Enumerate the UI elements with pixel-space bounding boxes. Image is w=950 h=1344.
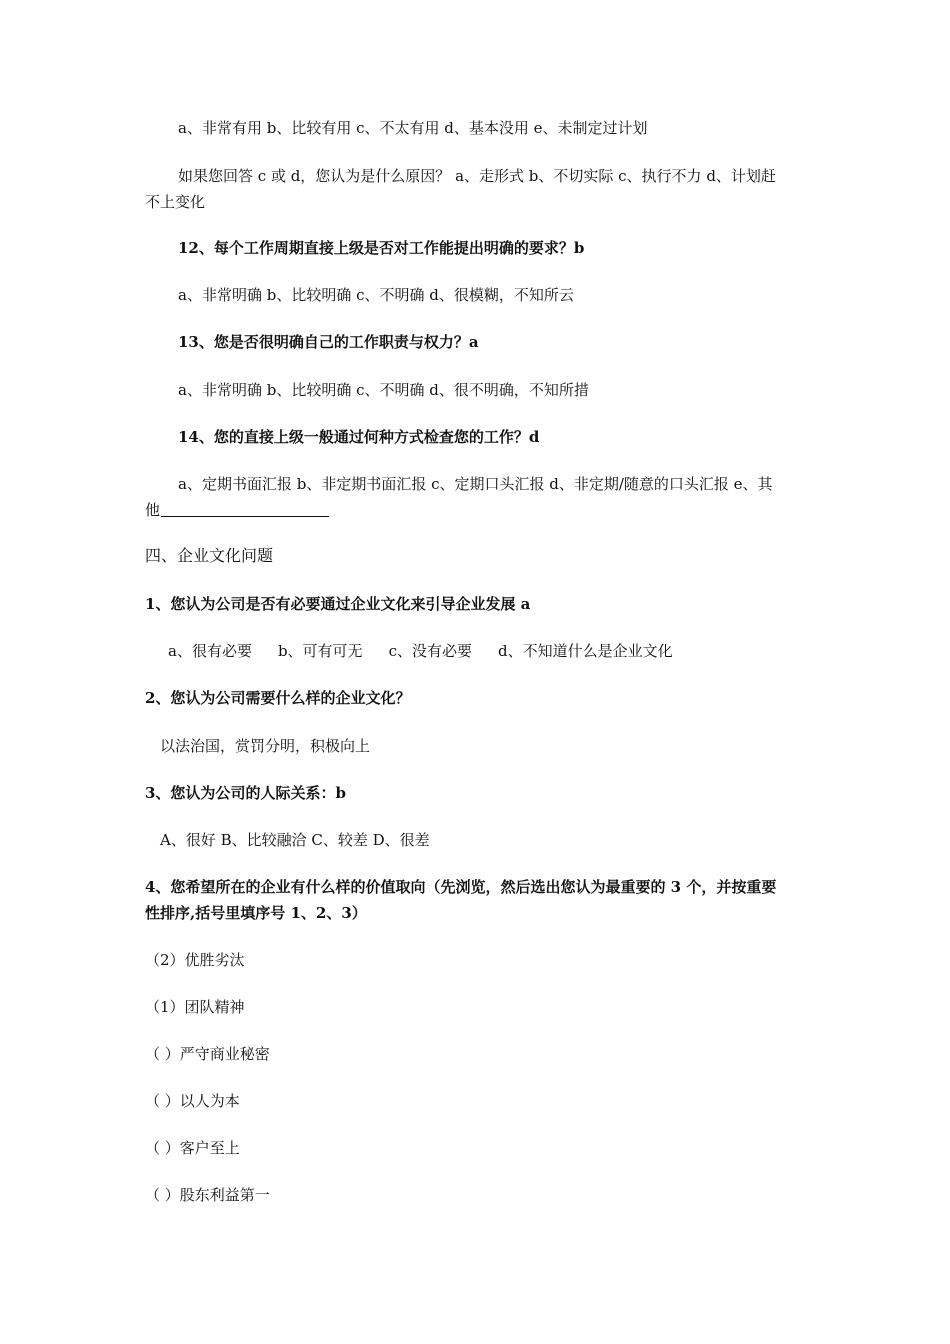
value-item: （1）团队精神	[145, 998, 245, 1016]
value-item: （ ）客户至上	[145, 1139, 240, 1157]
q11-followup-line1: 如果您回答 c 或 d，您认为是什么原因？ a、走形式 b、不切实际 c、执行不力 d、计划赶	[178, 167, 776, 185]
q11-options: a、非常有用 b、比较有用 c、不太有用 d、基本没用 e、未制定过计划	[178, 119, 648, 137]
question-14: 14、您的直接上级一般通过何种方式检查您的工作？d	[178, 428, 540, 446]
culture-question-1-options	[168, 641, 810, 661]
culture-question-2: 2、您认为公司需要什么样的企业文化？	[145, 689, 411, 707]
culture-question-3-options: A、很好 B、比较融洽 C、较差 D、很差	[160, 831, 430, 849]
question-14-options-line2	[145, 500, 810, 520]
question-14-options-line1: a、定期书面汇报 b、非定期书面汇报 c、定期口头汇报 d、非定期/随意的口头汇报 e、其	[178, 475, 773, 493]
value-item: （ ）严守商业秘密	[145, 1045, 270, 1063]
q11-followup-line2: 不上变化	[145, 193, 206, 211]
value-item: （2）优胜劣汰	[145, 951, 245, 969]
question-12: 12、每个工作周期直接上级是否对工作能提出明确的要求？b	[178, 239, 585, 257]
question-13-options: a、非常明确 b、比较明确 c、不明确 d、很不明确，不知所措	[178, 381, 589, 399]
value-item: （ ）以人为本	[145, 1092, 240, 1110]
option-d: d、不知道什么是企业文化	[497, 642, 673, 660]
other-label: 他	[145, 501, 161, 519]
culture-question-3: 3、您认为公司的人际关系：b	[145, 784, 346, 802]
culture-question-4-line2: 性排序,括号里填序号 1、2、3）	[145, 904, 367, 922]
culture-question-4-line1: 4、您希望所在的企业有什么样的价值取向（先浏览，然后选出您认为最重要的 3 个，并按重要	[145, 878, 777, 896]
section-4-title: 四、企业文化问题	[145, 546, 274, 565]
culture-question-1: 1、您认为公司是否有必要通过企业文化来引导企业发展 a	[145, 595, 531, 613]
option-a: a、很有必要	[168, 642, 252, 660]
value-item: （ ）股东利益第一	[145, 1186, 270, 1204]
fill-in-blank	[161, 502, 329, 517]
question-12-options: a、非常明确 b、比较明确 c、不明确 d、很模糊，不知所云	[178, 286, 574, 304]
option-b: b、可有可无	[277, 642, 363, 660]
option-c: c、没有必要	[388, 642, 472, 660]
question-13: 13、您是否很明确自己的工作职责与权力？a	[178, 333, 479, 351]
culture-question-2-answer: 以法治国，赏罚分明，积极向上	[160, 737, 371, 755]
